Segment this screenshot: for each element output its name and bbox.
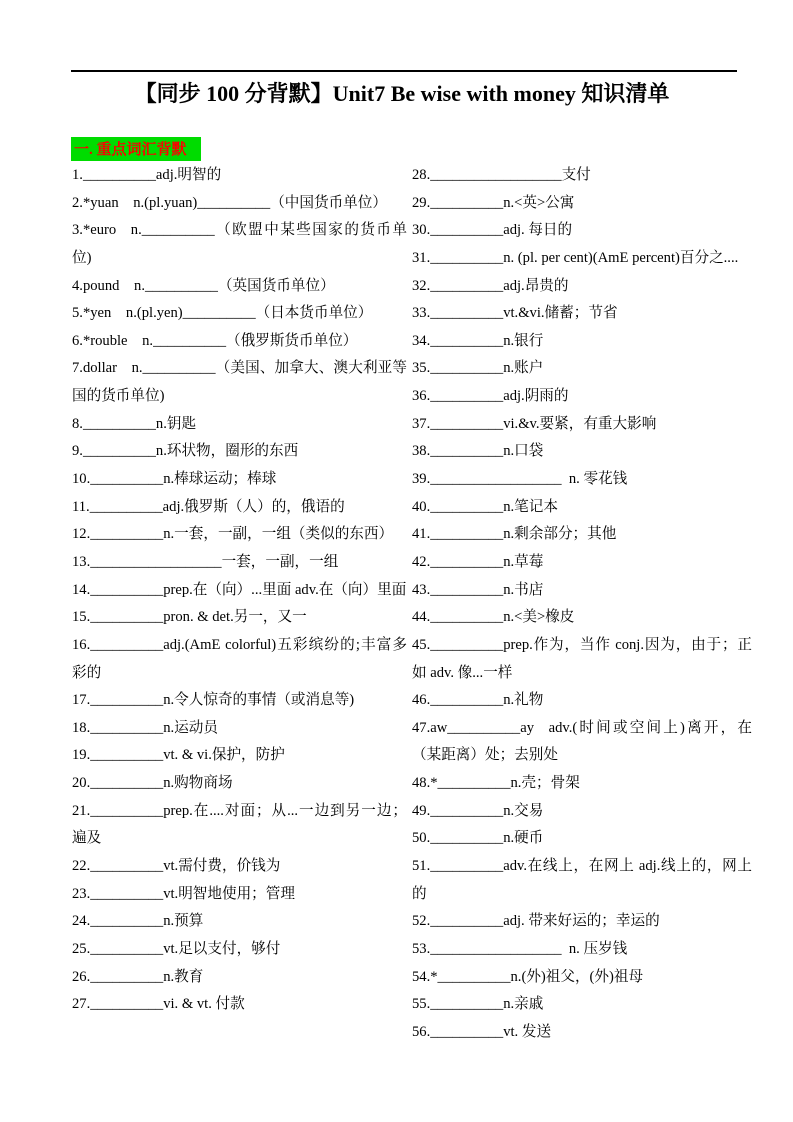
vocab-item: 39.__________________ n. 零花钱 [412,471,628,488]
vocab-item: 38.__________n.口袋 [412,443,544,460]
vocab-item: 56.__________vt. 发送 [412,1023,552,1040]
vocab-item: 21.__________prep.在....对面；从...一边到另一边；遍及 [72,802,407,847]
vocab-item: 34.__________n.银行 [412,332,544,349]
vocab-item: 53.__________________ n. 压岁钱 [412,940,628,957]
vocab-item: 48.*__________n.壳；骨架 [412,775,580,792]
vocab-item: 14.__________prep.在（向）...里面 adv.在（向）里面 [72,581,407,598]
section-header [71,137,201,161]
vocab-item: 46.__________n.礼物 [412,692,544,709]
vocab-item: 49.__________n.交易 [412,802,544,819]
vocab-item: 10.__________n.棒球运动；棒球 [72,471,277,488]
vocab-item: 9.__________n.环状物，圈形的东西 [72,443,299,460]
vocab-item: 52.__________adj. 带来好运的；幸运的 [412,913,660,930]
vocab-item: 24.__________n.预算 [72,913,204,930]
vocab-item: 28.__________________支付 [412,167,591,183]
vocab-column-right [412,162,752,1047]
vocab-item: 12.__________n.一套，一副，一组（类似的东西） [72,526,394,543]
vocab-item: 40.__________n.笔记本 [412,498,558,515]
vocab-item: 17.__________n.令人惊奇的事情（或消息等) [72,692,355,709]
vocab-columns [72,162,754,1047]
vocab-item: 37.__________vi.&v.要紧，有重大影响 [412,415,657,432]
vocab-item: 13.__________________一套，一副，一组 [72,553,339,570]
vocab-item: 47.aw__________ay adv.(时间或空间上)离开，在（某距离）处；去别处 [412,719,752,764]
vocab-item: 50.__________n.硬币 [412,830,544,847]
vocab-item: 51.__________adv.在线上，在网上 adj.线上的，网上的 [412,858,752,902]
vocab-item: 15.__________pron. & det.另一，又一 [72,609,307,626]
vocab-item: 41.__________n.剩余部分；其他 [412,526,617,543]
vocab-item: 33.__________vt.&vi.储蓄；节省 [412,305,618,322]
vocab-item: 32.__________adj.昂贵的 [412,277,569,294]
vocab-item: 18.__________n.运动员 [72,719,218,736]
vocab-item: 42.__________n.草莓 [412,553,544,570]
vocab-item: 25.__________vt.足以支付，够付 [72,940,281,957]
vocab-item: 8.__________n.钥匙 [72,415,197,432]
vocab-item: 55.__________n.亲戚 [412,996,544,1013]
vocab-column-left [72,162,407,1019]
vocab-item: 22.__________vt.需付费，价钱为 [72,858,281,875]
vocab-item: 11.__________adj.俄罗斯（人）的，俄语的 [72,498,345,515]
vocab-item: 5.*yen n.(pl.yen)__________（日本货币单位） [72,305,373,322]
vocab-item: 27.__________vi. & vt. 付款 [72,996,245,1013]
vocab-item: 45.__________prep.作为，当作 conj.因为，由于；正如 adv. 像...一样 [412,636,752,681]
vocab-item: 16.__________adj.(AmE colorful)五彩缤纷的;丰富多彩的 [72,636,407,681]
vocab-item: 23.__________vt.明智地使用；管理 [72,885,295,902]
vocab-item: 6.*rouble n.__________（俄罗斯货币单位） [72,332,358,349]
vocab-item: 44.__________n.<美>橡皮 [412,609,575,626]
vocab-item: 19.__________vt. & vi.保护，防护 [72,747,285,764]
vocab-item: 29.__________n.<英>公寓 [412,194,575,211]
vocab-item: 35.__________n.账户 [412,360,544,377]
vocab-item: 4.pound n.__________（英国货币单位） [72,277,335,294]
vocab-item: 31.__________n. (pl. per cent)(AmE percent)百分之.... [412,249,739,266]
vocab-item: 30.__________adj. 每日的 [412,222,573,239]
vocab-item: 54.*__________n.(外)祖父，(外)祖母 [412,968,644,985]
vocab-item: 7.dollar n.__________（美国、加拿大、澳大利亚等国的货币单位) [72,360,407,405]
page-title: 【同步 100 分背默】Unit7 Be wise with money 知识清单 [134,81,670,106]
vocab-item: 3.*euro n.__________（欧盟中某些国家的货币单位) [72,222,407,266]
vocab-item: 26.__________n.教育 [72,968,204,985]
vocab-item: 43.__________n.书店 [412,581,544,598]
vocab-item: 36.__________adj.阴雨的 [412,388,569,405]
vocab-item: 1.__________adj.明智的 [72,167,222,183]
vocab-item: 20.__________n.购物商场 [72,775,233,792]
horizontal-rule [71,70,737,72]
section-header-label: 一. 重点词汇背默 [74,142,187,158]
vocab-item: 2.*yuan n.(pl.yuan)__________（中国货币单位） [72,194,387,211]
